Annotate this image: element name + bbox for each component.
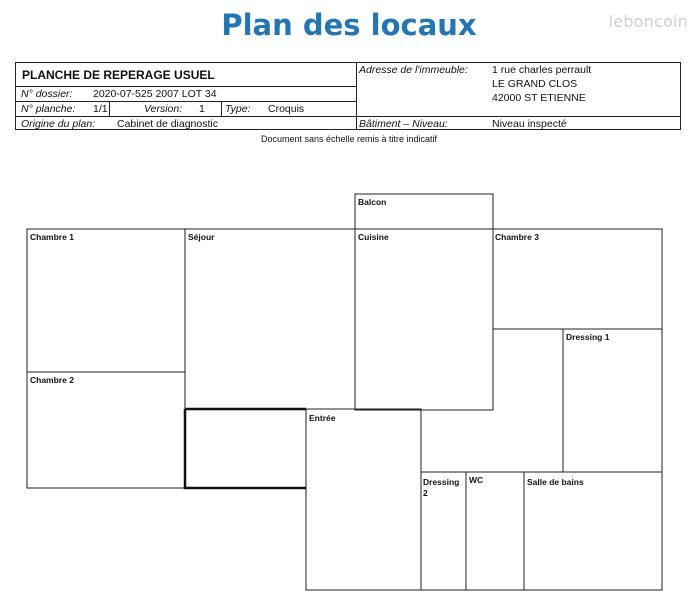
page-title: Plan des locaux	[221, 8, 477, 42]
adresse-line2: LE GRAND CLOS	[492, 78, 578, 90]
room-label-balcon: Balcon	[358, 197, 387, 207]
origine-value: Cabinet de diagnostic	[117, 118, 218, 130]
origine-label: Origine du plan:	[21, 118, 96, 130]
room-label-cuisine: Cuisine	[358, 232, 389, 242]
planche-title: PLANCHE DE REPERAGE USUEL	[22, 68, 215, 82]
scale-note: Document sans échelle remis à titre indicatif	[260, 134, 438, 144]
planche-label: N° planche:	[21, 103, 76, 115]
room-label-sejour: Séjour	[188, 232, 215, 242]
room-label-chambre-1: Chambre 1	[30, 232, 74, 242]
version-label: Version:	[144, 103, 183, 115]
room-label-salle-de-bains: Salle de bains	[527, 477, 584, 487]
version-value: 1	[199, 103, 205, 115]
batiment-value: Niveau inspecté	[492, 118, 567, 130]
batiment-label: Bâtiment – Niveau:	[359, 118, 448, 130]
room-label-dressing-2-number: 2	[423, 488, 428, 498]
room-dressing-1	[563, 329, 662, 472]
room-label-entree: Entrée	[309, 413, 336, 423]
room-label-dressing-2: Dressing	[423, 477, 460, 487]
planche-value: 1/1	[93, 103, 108, 115]
type-label: Type:	[225, 103, 251, 115]
dossier-label: N° dossier:	[21, 88, 73, 100]
adresse-label: Adresse de l'immeuble:	[359, 64, 468, 76]
heavy-wall	[185, 409, 306, 488]
adresse-line3: 42000 ST ETIENNE	[492, 92, 586, 104]
type-value: Croquis	[268, 103, 305, 115]
room-cuisine	[355, 229, 493, 410]
room-entree	[306, 409, 421, 590]
dossier-value: 2020-07-525 2007 LOT 34	[93, 88, 217, 100]
room-chambre-1	[27, 229, 185, 372]
adresse-line1: 1 rue charles perrault	[492, 64, 592, 76]
room-label-dressing-1: Dressing 1	[566, 332, 610, 342]
room-salle-de-bains	[524, 472, 662, 590]
room-sejour	[185, 229, 355, 409]
room-label-wc: WC	[469, 475, 484, 485]
watermark-logo: leboncoin	[608, 12, 688, 31]
room-label-chambre-3: Chambre 3	[495, 232, 539, 242]
room-wc	[466, 472, 524, 590]
room-chambre-2	[27, 372, 185, 488]
room-dressing-2	[421, 472, 466, 590]
room-chambre-3	[493, 229, 662, 329]
room-label-chambre-2: Chambre 2	[30, 375, 74, 385]
